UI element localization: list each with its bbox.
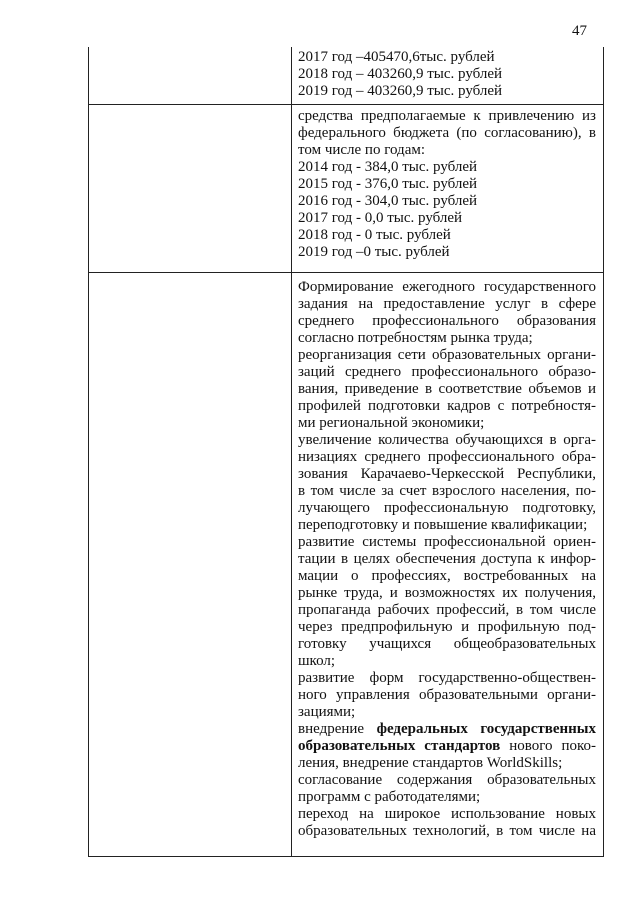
measures-line: образовательных технологий, в том числе на bbox=[298, 823, 596, 839]
federal-intro-line: том числе по годам: bbox=[298, 142, 426, 158]
standards-prefix: внедрение bbox=[298, 721, 365, 737]
measures-line: переход на широкое использование новых bbox=[298, 806, 596, 822]
measures-line: переподготовку и повышение квалификации; bbox=[298, 517, 588, 533]
federal-line-2018: 2018 год - 0 тыс. рублей bbox=[298, 227, 451, 243]
measures-line: зациями; bbox=[298, 704, 356, 720]
measures-cell bbox=[298, 279, 596, 840]
measures-line: ного управления образовательными органи- bbox=[298, 687, 596, 703]
federal-line-2017: 2017 год - 0,0 тыс. рублей bbox=[298, 210, 463, 226]
measures-line: низациях среднего профессионального обра- bbox=[298, 449, 596, 465]
standards-bold-2: образовательных стандартов bbox=[298, 738, 501, 754]
federal-line-2015: 2015 год - 376,0 тыс. рублей bbox=[298, 176, 478, 192]
standards-bold-1: федеральных государственных bbox=[376, 721, 596, 737]
measures-line: зования Карачаево-Черкесской Республики, bbox=[298, 466, 596, 482]
budget-years-cell bbox=[298, 49, 596, 100]
measures-line: развитие системы профессиональной ориен- bbox=[298, 534, 596, 550]
measures-line: через предпрофильную и профильную под- bbox=[298, 619, 596, 635]
measures-line: пропаганда рабочих профессий, в том числе bbox=[298, 602, 596, 618]
measures-line: тации в целях обеспечения доступа к инфор- bbox=[298, 551, 596, 567]
standards-line-2 bbox=[298, 738, 596, 755]
row-divider-2 bbox=[89, 272, 603, 273]
federal-line-2019: 2019 год –0 тыс. рублей bbox=[298, 244, 450, 260]
row-divider-1 bbox=[89, 104, 603, 105]
budget-line-2019: 2019 год – 403260,9 тыс. рублей bbox=[298, 83, 503, 99]
page-number: 47 bbox=[572, 23, 587, 39]
measures-line: развитие форм государственно-обществен- bbox=[298, 670, 596, 686]
measures-line: ления, внедрение стандартов WorldSkills; bbox=[298, 755, 563, 771]
measures-line: реорганизация сети образовательных органи- bbox=[298, 347, 596, 363]
measures-line: Формирование ежегодного государственного bbox=[298, 279, 596, 295]
federal-line-2014: 2014 год - 384,0 тыс. рублей bbox=[298, 159, 478, 175]
measures-line: увеличение количества обучающихся в орга- bbox=[298, 432, 596, 448]
federal-budget-cell bbox=[298, 108, 596, 261]
table-left-column bbox=[89, 47, 292, 856]
measures-line: готовку учащихся общеобразовательных bbox=[298, 636, 596, 652]
measures-line: школ; bbox=[298, 653, 336, 669]
measures-line: согласно потребностям рынка труда; bbox=[298, 330, 533, 346]
measures-line: рынке труда, и возможностях их получения, bbox=[298, 585, 596, 601]
federal-intro-line: средства предполагаемые к привлечению из bbox=[298, 108, 596, 124]
budget-line-2018: 2018 год – 403260,9 тыс. рублей bbox=[298, 66, 503, 82]
budget-line-2017: 2017 год –405470,6тыс. рублей bbox=[298, 49, 495, 65]
measures-line: вания, приведение в соответствие объемов и bbox=[298, 381, 596, 397]
measures-line: задания на предоставление услуг в сфере bbox=[298, 296, 596, 312]
measures-line: мации о профессиях, востребованных на bbox=[298, 568, 596, 584]
program-table bbox=[88, 47, 604, 857]
standards-suffix: нового поко- bbox=[509, 738, 596, 754]
measures-line: заций среднего профессионального образо- bbox=[298, 364, 596, 380]
federal-intro-line: федерального бюджета (по согласованию), в bbox=[298, 125, 596, 141]
measures-line: в том числе за счет взрослого населения, по- bbox=[298, 483, 596, 499]
federal-budget-intro bbox=[298, 108, 596, 159]
federal-line-2016: 2016 год - 304,0 тыс. рублей bbox=[298, 193, 478, 209]
measures-line: среднего профессионального образования bbox=[298, 313, 596, 329]
measures-line: ми региональной экономики; bbox=[298, 415, 485, 431]
standards-line-1 bbox=[298, 721, 596, 738]
measures-line: программ с работодателями; bbox=[298, 789, 481, 805]
measures-line: профилей подготовки кадров с потребностя- bbox=[298, 398, 596, 414]
measures-line: лучающего профессиональную подготовку, bbox=[298, 500, 596, 516]
measures-line: согласование содержания образовательных bbox=[298, 772, 596, 788]
